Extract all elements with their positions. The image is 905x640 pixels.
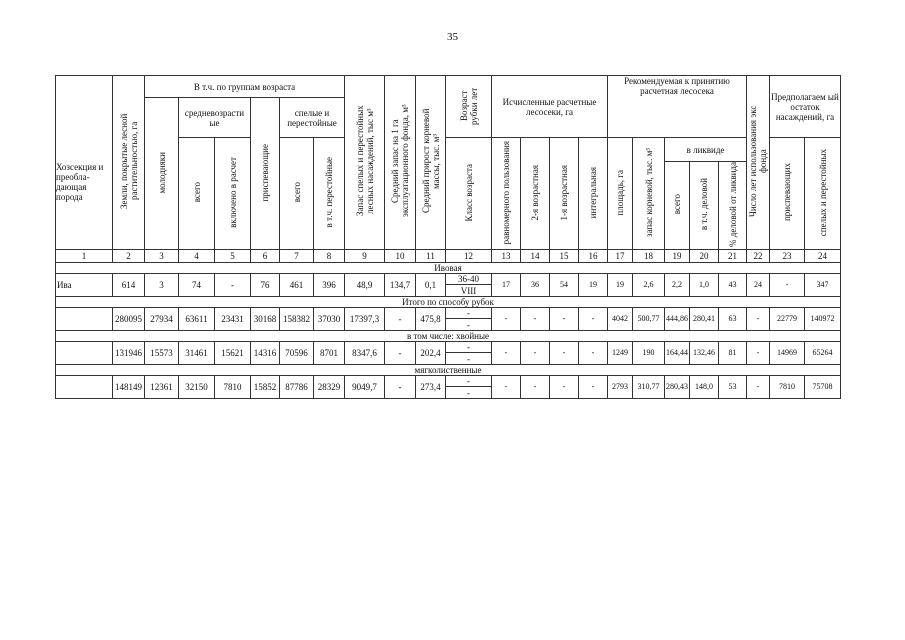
table-cell: - — [492, 375, 521, 398]
column-numbers-row — [56, 249, 841, 262]
table-cell: - — [215, 273, 251, 296]
row-label: Ива — [56, 273, 113, 296]
age-class-bottom: - — [467, 319, 470, 330]
header-liquid-total: всего — [665, 162, 690, 250]
header-stock: Запас спелых и перестойных лесных насаждений, тыс м³ — [345, 76, 385, 250]
header-remaining: Предполагаем ый остаток насаждений, га — [770, 76, 841, 138]
table-cell: 22779 — [770, 307, 805, 330]
header-remaining-maturing: приспевающих — [770, 138, 805, 250]
header-mature-total: всего — [280, 138, 314, 250]
row-label — [56, 375, 113, 398]
table-cell: 48,9 — [345, 273, 385, 296]
header-maturing: приспевающие — [251, 98, 280, 250]
table-cell: 31461 — [179, 341, 215, 364]
table-cell: 37030 — [314, 307, 345, 330]
table-cell: - — [550, 341, 579, 364]
table-row — [56, 375, 841, 398]
table-row — [56, 307, 841, 330]
table-cell: 148149 — [113, 375, 145, 398]
table-cell: 7810 — [770, 375, 805, 398]
table-cell: 14316 — [251, 341, 280, 364]
table-cell: 2,2 — [665, 273, 690, 296]
table-cell: - — [579, 341, 608, 364]
column-number: 22 — [747, 249, 770, 262]
header-middle-aged: средневозрасти ые — [179, 98, 251, 138]
table-row — [56, 341, 841, 364]
section-title: Итого по способу рубок — [56, 296, 841, 307]
table-cell: 19 — [579, 273, 608, 296]
table-cell: 65264 — [805, 341, 841, 364]
section-title-row — [56, 364, 841, 375]
column-number: 24 — [805, 249, 841, 262]
header-remaining-mature: спелых и перестойных — [805, 138, 841, 250]
column-number: 15 — [550, 249, 579, 262]
table-cell: 158382 — [280, 307, 314, 330]
table-cell: 164,44 — [665, 341, 690, 364]
table-cell: 87786 — [280, 375, 314, 398]
table-cell: 8347,6 — [345, 341, 385, 364]
table-cell: 347 — [805, 273, 841, 296]
header-mature-overmature: в т.ч. перестойные — [314, 138, 345, 250]
section-title: Ивовая — [56, 262, 841, 273]
table-cell: 27934 — [145, 307, 179, 330]
table-cell: 310,77 — [633, 375, 665, 398]
column-number: 5 — [215, 249, 251, 262]
table-cell: 17397,3 — [345, 307, 385, 330]
table-cell: 2793 — [608, 375, 633, 398]
table-cell: 70596 — [280, 341, 314, 364]
table-cell: 273,4 — [416, 375, 446, 398]
table-cell: 14969 — [770, 341, 805, 364]
table-cell: 3 — [145, 273, 179, 296]
header-integral: интегральная — [579, 138, 608, 250]
table-cell: 36 — [521, 273, 550, 296]
column-number: 6 — [251, 249, 280, 262]
column-number: 20 — [690, 249, 719, 262]
age-class-bottom: VIII — [460, 285, 477, 296]
table-cell: - — [492, 307, 521, 330]
table-cell: - — [747, 307, 770, 330]
column-number: 23 — [770, 249, 805, 262]
table-row — [56, 273, 841, 296]
table-cell: 75708 — [805, 375, 841, 398]
column-number: 7 — [280, 249, 314, 262]
table-cell: 614 — [113, 273, 145, 296]
column-number: 11 — [416, 249, 446, 262]
column-number: 10 — [385, 249, 416, 262]
table-cell: 500,77 — [633, 307, 665, 330]
header-cutting-age: Возраст рубки лет — [446, 76, 492, 138]
table-cell: 140972 — [805, 307, 841, 330]
header-section-species: Хозсекция и преобла-дающая порода — [56, 76, 113, 250]
table-cell: 461 — [280, 273, 314, 296]
column-number: 4 — [179, 249, 215, 262]
age-class-cell — [446, 341, 492, 364]
table-cell: 2,6 — [633, 273, 665, 296]
header-young: молодняки — [145, 98, 179, 250]
header-first-age: 1-я возрастная — [550, 138, 579, 250]
table-cell: 53 — [719, 375, 747, 398]
table-cell: 43 — [719, 273, 747, 296]
header-years-use: Число лет использования экс фонда — [747, 76, 770, 250]
table-cell: 475,8 — [416, 307, 446, 330]
table-cell: 1,0 — [690, 273, 719, 296]
column-number: 14 — [521, 249, 550, 262]
table-cell: 0,1 — [416, 273, 446, 296]
table-cell: 12361 — [145, 375, 179, 398]
table-cell: 81 — [719, 341, 747, 364]
table-cell: 190 — [633, 341, 665, 364]
table-cell: - — [385, 307, 416, 330]
section-title-row — [56, 262, 841, 273]
header-root-stock: запас корневой, тыс. м³ — [633, 138, 665, 250]
table-cell: 202,4 — [416, 341, 446, 364]
row-label — [56, 307, 113, 330]
table-cell: 134,7 — [385, 273, 416, 296]
table-cell: 396 — [314, 273, 345, 296]
table-cell: 28329 — [314, 375, 345, 398]
section-title-row — [56, 330, 841, 341]
header-middle-included: включено в расчет — [215, 138, 251, 250]
table-cell: 24 — [747, 273, 770, 296]
table-cell: 132,46 — [690, 341, 719, 364]
column-number: 8 — [314, 249, 345, 262]
table-cell: 74 — [179, 273, 215, 296]
table-cell: 131946 — [113, 341, 145, 364]
table-cell: 8701 — [314, 341, 345, 364]
age-class-cell — [446, 375, 492, 398]
table-cell: - — [579, 307, 608, 330]
age-class-cell — [446, 307, 492, 330]
header-avg-stock: Средний запас на 1 га эксплуатационного фонда, м³ — [385, 76, 416, 250]
header-age-class: Класс возраста — [446, 138, 492, 250]
header-avg-growth: Средний прирост корневой массы, тыс. м³ — [416, 76, 446, 250]
table-cell: - — [770, 273, 805, 296]
table-cell: - — [747, 375, 770, 398]
column-number: 2 — [113, 249, 145, 262]
table-cell: 23431 — [215, 307, 251, 330]
table-cell: 280,43 — [665, 375, 690, 398]
header-second-age: 2-я возрастная — [521, 138, 550, 250]
table-cell: 19 — [608, 273, 633, 296]
column-number: 12 — [446, 249, 492, 262]
table-cell: - — [550, 307, 579, 330]
table-cell: - — [385, 375, 416, 398]
column-number: 16 — [579, 249, 608, 262]
table-cell: 280,41 — [690, 307, 719, 330]
header-calculated: Исчисленные расчетные лесосеки, га — [492, 76, 608, 138]
column-number: 21 — [719, 249, 747, 262]
section-title-row — [56, 296, 841, 307]
column-number: 17 — [608, 249, 633, 262]
table-cell: 444,86 — [665, 307, 690, 330]
header-area: площадь, га — [608, 138, 633, 250]
table-cell: 15621 — [215, 341, 251, 364]
column-number: 9 — [345, 249, 385, 262]
table-cell: 280095 — [113, 307, 145, 330]
table-cell: 9049,7 — [345, 375, 385, 398]
table-cell: - — [521, 307, 550, 330]
table-cell: - — [385, 341, 416, 364]
section-title: мягколиственные — [56, 364, 841, 375]
section-title: в том числе: хвойные — [56, 330, 841, 341]
column-number: 19 — [665, 249, 690, 262]
header-covered-land: Земли, покрытые лесной растительностью, га — [113, 76, 145, 250]
age-class-top: - — [446, 376, 491, 388]
table-cell: 32150 — [179, 375, 215, 398]
table-cell: - — [579, 375, 608, 398]
forest-calculation-table — [55, 75, 841, 399]
column-number: 3 — [145, 249, 179, 262]
table-cell: - — [492, 341, 521, 364]
column-number: 13 — [492, 249, 521, 262]
column-number: 18 — [633, 249, 665, 262]
header-age-groups: В т.ч. по группам возраста — [145, 76, 345, 98]
age-class-bottom: - — [467, 387, 470, 398]
header-liquid-percent: % деловой от ликвида — [719, 162, 747, 250]
table-cell: 76 — [251, 273, 280, 296]
table-cell: 63611 — [179, 307, 215, 330]
header-uniform: равномерного пользования — [492, 138, 521, 250]
table-cell: 15852 — [251, 375, 280, 398]
table-cell: 4042 — [608, 307, 633, 330]
page-number: 35 — [447, 31, 458, 43]
table-cell: 148,0 — [690, 375, 719, 398]
table-cell: 7810 — [215, 375, 251, 398]
age-class-top: - — [446, 308, 491, 320]
table-cell: 63 — [719, 307, 747, 330]
header-recommended: Рекомендуемая к принятию расчетная лесосека — [608, 76, 747, 138]
age-class-top: - — [446, 342, 491, 354]
header-liquid: в ликвиде — [665, 138, 747, 162]
header-middle-total: всего — [179, 138, 215, 250]
table-cell: 17 — [492, 273, 521, 296]
header-mature: спелые и перестойные — [280, 98, 345, 138]
age-class-bottom: - — [467, 353, 470, 364]
table-cell: 1249 — [608, 341, 633, 364]
column-number: 1 — [56, 249, 113, 262]
table-cell: - — [521, 375, 550, 398]
table-cell: - — [550, 375, 579, 398]
table-cell: 30168 — [251, 307, 280, 330]
table-cell: 54 — [550, 273, 579, 296]
table-cell: - — [747, 341, 770, 364]
age-class-cell — [446, 273, 492, 296]
table-cell: 15573 — [145, 341, 179, 364]
header-liquid-business: в т.ч. деловой — [690, 162, 719, 250]
row-label — [56, 341, 113, 364]
age-class-top: 36-40 — [446, 274, 491, 286]
table-cell: - — [521, 341, 550, 364]
